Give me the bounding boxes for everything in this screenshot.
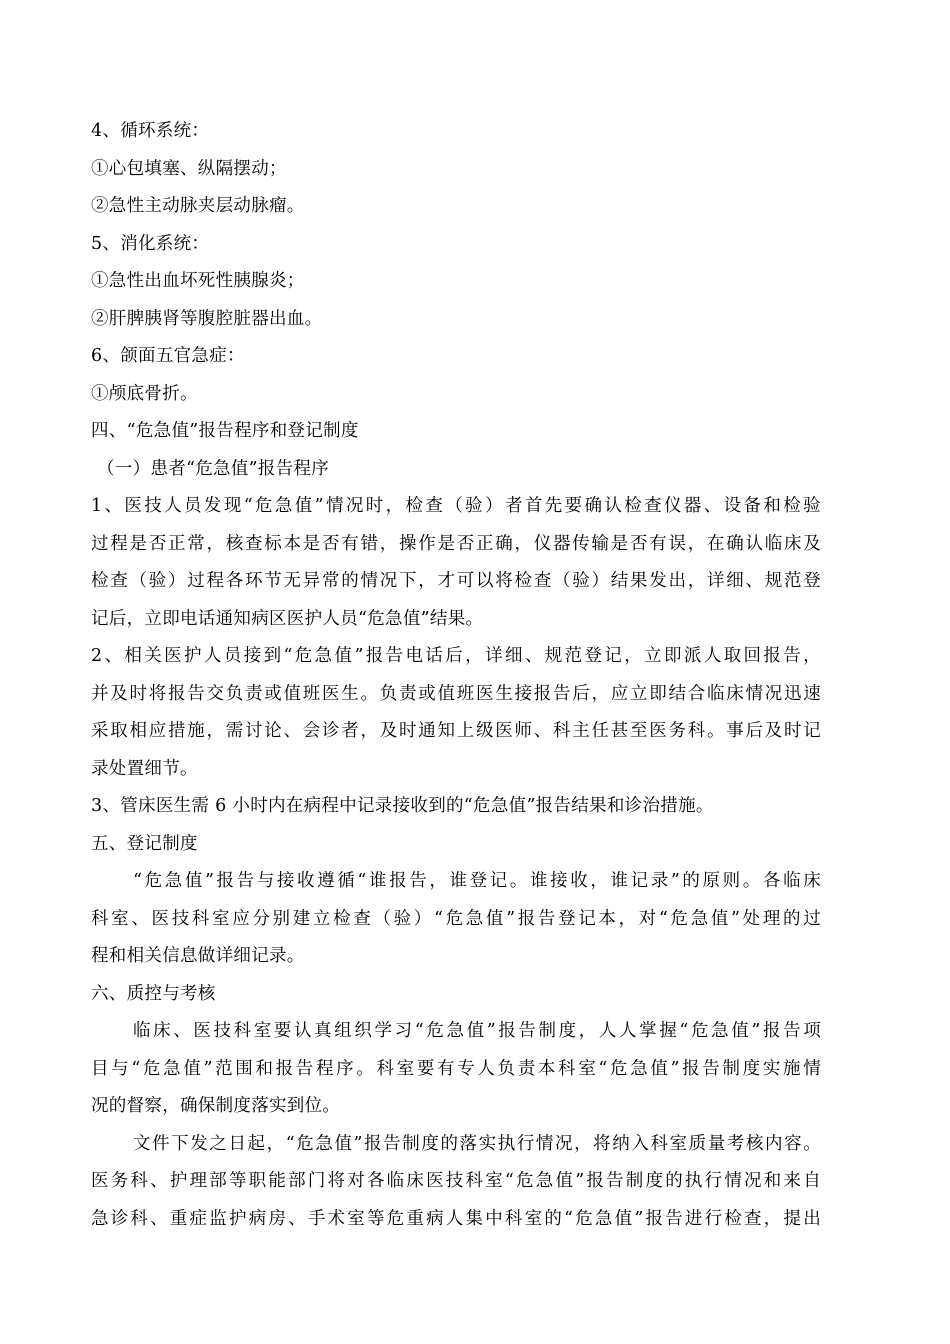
section-heading-5: 五、登记制度 (91, 833, 198, 854)
text-line-18: 录处置细节。 (91, 758, 198, 779)
section-heading-6: 六、质控与考核 (91, 983, 216, 1004)
text-line-4: 5、消化系统： (91, 233, 210, 254)
section-heading-4: 四、“危急值”报告程序和登记制度 (91, 421, 359, 441)
document-body (91, 113, 821, 1238)
text-line-25: 临床、医技科室要认真组织学习“危急值”报告制度，人人掌握“危急值”报告项 (133, 1021, 821, 1041)
text-line-23: 程和相关信息做详细记录。 (91, 946, 305, 966)
text-line-19: 3、管床医生需 6 小时内在病程中记录接收到的“危急值”报告结果和诊治措施。 (91, 796, 714, 816)
text-line-6: ②肝脾胰肾等腹腔脏器出血。 (91, 308, 323, 329)
text-line-30: 急诊科、重症监护病房、手术室等危重病人集中科室的“危急值”报告进行检查，提出 (91, 1208, 821, 1229)
text-line-21: “危急值”报告与接收遵循“谁报告，谁登记。谁接收，谁记录”的原则。各临床 (133, 871, 821, 891)
text-line-15: 2、相关医护人员接到“危急值”报告电话后，详细、规范登记，立即派人取回报告， (91, 646, 821, 666)
text-line-28: 文件下发之日起，“危急值”报告制度的落实执行情况，将纳入科室质量考核内容。 (133, 1133, 821, 1154)
text-line-5: ①急性出血坏死性胰腺炎； (91, 271, 305, 291)
text-line-1: 4、循环系统： (91, 121, 210, 141)
subsection-heading-1: （一）患者“危急值”报告程序 (97, 458, 330, 479)
text-line-14: 记后，立即电话通知病区医护人员“危急值”结果。 (91, 608, 484, 629)
text-line-8: ①颅底骨折。 (91, 383, 198, 404)
text-line-26: 目与“危急值”范围和报告程序。科室要有专人负责本科室“危急值”报告制度实施情 (91, 1058, 821, 1079)
text-line-29: 医务科、护理部等职能部门将对各临床医技科室“危急值”报告制度的执行情况和来自 (91, 1171, 821, 1191)
text-line-12: 过程是否正常，核查标本是否有错，操作是否正确，仪器传输是否有误，在确认临床及 (91, 533, 821, 554)
text-line-3: ②急性主动脉夹层动脉瘤。 (91, 196, 305, 216)
text-line-13: 检查（验）过程各环节无异常的情况下，才可以将检查（验）结果发出，详细、规范登 (91, 571, 821, 591)
text-line-17: 采取相应措施，需讨论、会诊者，及时通知上级医师、科主任甚至医务科。事后及时记 (91, 721, 821, 741)
text-line-22: 科室、医技科室应分别建立检查（验）“危急值”报告登记本，对“危急值”处理的过 (91, 908, 821, 929)
text-line-7: 6、颌面五官急症： (91, 346, 245, 366)
text-line-2: ①心包填塞、纵隔摆动； (91, 158, 287, 179)
text-line-11: 1、医技人员发现“危急值”情况时，检查（验）者首先要确认检查仪器、设备和检验 (91, 496, 821, 516)
text-line-27: 况的督察，确保制度落实到位。 (91, 1096, 341, 1116)
text-line-16: 并及时将报告交负责或值班医生。负责或值班医生接报告后，应立即结合临床情况迅速 (91, 683, 821, 704)
